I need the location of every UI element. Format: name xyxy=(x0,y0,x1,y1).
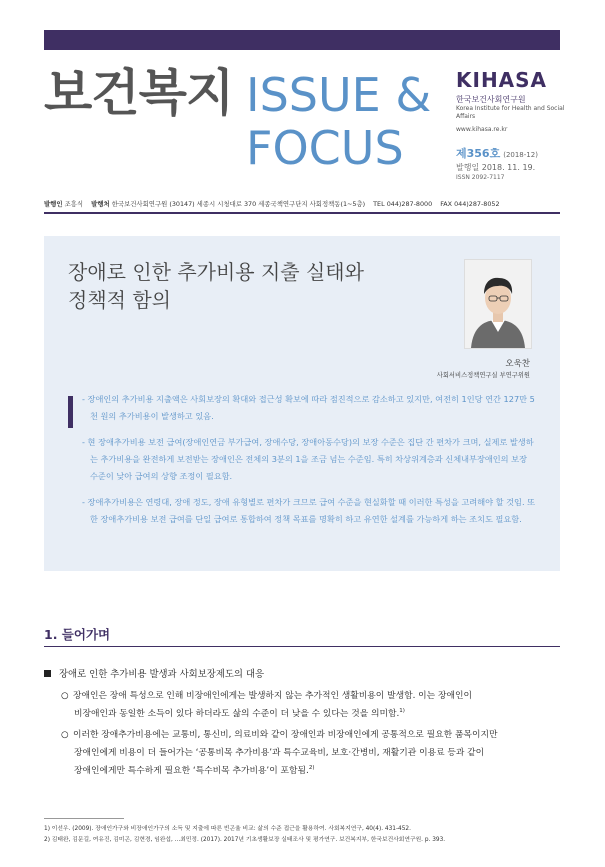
kihasa-logo-korean: 한국보건사회연구원 xyxy=(456,95,526,104)
issue-number-sub: (2018-12) xyxy=(503,151,538,159)
section-heading: 1. 들어가며 xyxy=(44,627,111,642)
author-affiliation: 사회서비스정책연구실 부연구위원 xyxy=(436,372,530,379)
article-title-line2: 정책적 함의 xyxy=(68,288,171,312)
circle-bullet-icon: ○ xyxy=(61,691,69,701)
footnote-1: 1) 이선우. (2009). 장애인가구와 비장애인가구의 소득 및 지출에 따른 빈곤율 비교: 삶의 수준 접근을 활용하여. 사회복지연구, 40(4). 431-452. xyxy=(44,826,411,832)
article-title xyxy=(68,258,408,314)
publication-info xyxy=(44,199,560,208)
masthead-title-korean: 보건복지 xyxy=(44,64,234,122)
circle-bullet-icon: ○ xyxy=(61,730,69,740)
tel: TEL 044)287-8000 xyxy=(373,200,433,208)
issn: ISSN 2092-7117 xyxy=(456,174,505,181)
paragraph-1-line2: 비장애인과 동일한 소득이 있다 하더라도 삶의 수준이 더 낮을 수 있다는 것을 의미함. xyxy=(74,709,400,719)
summary-item: - 장애인의 추가비용 지출액은 사회보장의 확대와 접근성 확보에 따라 점진적으로 감소하고 있지만, 여전히 1인당 연간 127만 5천 원의 추가비용이 발생하고 있음. xyxy=(82,394,535,421)
square-bullet-icon xyxy=(44,670,51,677)
footnote-ref-2[interactable]: 2) xyxy=(308,765,315,771)
section-divider xyxy=(44,646,560,647)
bullet-heading xyxy=(44,666,264,680)
author-name: 오욱찬 xyxy=(505,359,530,369)
org-address: 한국보건사회연구원 (30147) 세종시 시청대로 370 세종국책연구단지 사회정책동(1~5층) xyxy=(111,200,366,208)
paragraph-2 xyxy=(61,726,560,780)
author-photo xyxy=(464,259,532,349)
masthead-title-english-line2: FOCUS xyxy=(246,121,404,175)
bullet-heading-text: 장애로 인한 추가비용 발생과 사회보장제도의 대응 xyxy=(59,669,265,680)
footnote-divider xyxy=(44,818,124,819)
publisher-name: 조흥식 xyxy=(64,200,84,208)
paragraph-1-line1: 장애인은 장애 특성으로 인해 비장애인에게는 발생하지 않는 추가적인 생활비용이 발생함. 이는 장애인이 xyxy=(73,691,472,701)
article-title-line1: 장애로 인한 추가비용 지출 실태와 xyxy=(68,260,364,284)
summary-item: - 장애추가비용은 연령대, 장애 정도, 장애 유형별로 편차가 크므로 급여 수준을 현실화할 때 이러한 특성을 고려해야 할 것임. 또한 장애추가비용 보전 급여를 단일 급여로 통합하여 정책 목표를 명확히 하고 유연한 설계를 가능하게 하는 조치도 필요함. xyxy=(82,497,536,524)
footnote-2: 2) 김태완, 김문길, 여유진, 김미곤, 김현경, 임완섭, ...최민정. (2017). 2017년 기초생활보장 실태조사 및 평가연구. 보건복지부, 한국보건사회연구원. p. 393. xyxy=(44,837,446,843)
issue-date: 발행일 2018. 11. 19. xyxy=(456,163,536,172)
kihasa-logo: KIHASA xyxy=(456,68,548,92)
issue-number-main: 제356호 xyxy=(456,147,501,160)
masthead-top-bar xyxy=(44,30,560,50)
paragraph-2-line1: 이러한 장애추가비용에는 교통비, 통신비, 의료비와 같이 장애인과 비장애인에게 공통적으로 필요한 품목이지만 xyxy=(73,730,498,740)
header-divider xyxy=(44,212,560,214)
publisher-label: 발행인 xyxy=(44,200,63,208)
kihasa-url: www.kihasa.re.kr xyxy=(456,126,508,133)
paragraph-2-line3: 장애인에게만 특수하게 필요한 ‘특수비목 추가비용’이 포함됨. xyxy=(74,766,309,776)
kihasa-logo-english: Korea Institute for Health and Social Affairs xyxy=(456,105,565,120)
paragraph-1 xyxy=(61,687,560,723)
summary-item: - 현 장애추가비용 보전 급여(장애인연금 부가급여, 장애수당, 장애아동수당)의 보장 수준은 집단 간 편차가 크며, 실제로 발생하는 추가비용을 완전하게 보전받는 장애인은 전체의 3분의 1을 조금 넘는 수준임. 특히 차상위계층과 신체내부장애인의 보장 수준이 낮아 급여의 상향 조정이 필요함. xyxy=(82,437,534,481)
masthead-title-english-line1: ISSUE & xyxy=(246,68,432,122)
fax: FAX 044)287-8052 xyxy=(440,200,500,208)
summary-list xyxy=(82,391,537,537)
paragraph-2-line2: 장애인에게 비용이 더 들어가는 ‘공통비목 추가비용’과 특수교육비, 보호·간병비, 재활기관 이용료 등과 같이 xyxy=(74,748,485,758)
org-label: 발행처 xyxy=(91,200,110,208)
summary-accent-bar xyxy=(68,396,73,428)
footnote-ref-1[interactable]: 1) xyxy=(399,708,405,714)
issue-number xyxy=(456,145,538,161)
